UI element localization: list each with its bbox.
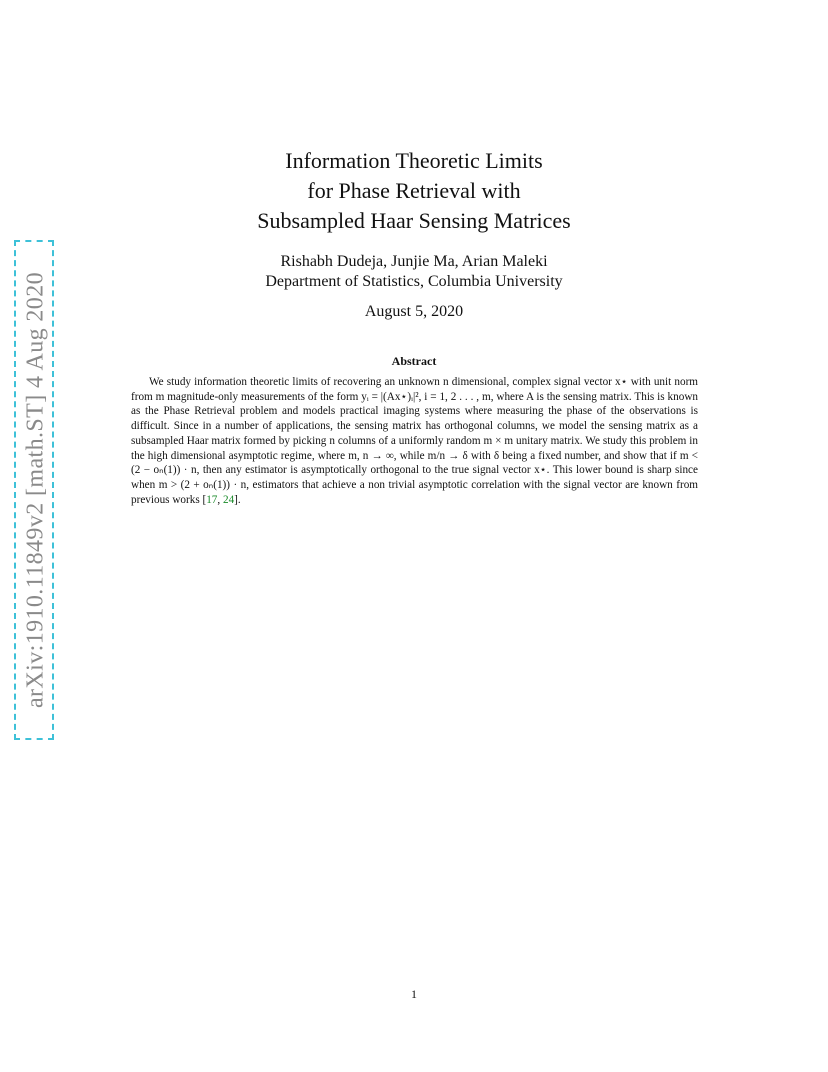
- abstract-heading: Abstract: [391, 354, 437, 368]
- author-affiliation: Department of Statistics, Columbia University: [265, 273, 563, 290]
- citation-link-17[interactable]: 17: [206, 493, 218, 506]
- author-names: Rishabh Dudeja, Junjie Ma, Arian Maleki: [280, 253, 548, 270]
- page-number: 1: [411, 987, 417, 1001]
- abstract-text: [131, 375, 698, 507]
- abstract-end: ].: [234, 493, 241, 506]
- paper-title: [180, 146, 648, 236]
- citation-link-24[interactable]: 24: [222, 493, 235, 506]
- paper-date: August 5, 2020: [364, 303, 464, 320]
- title-line-2: for Phase Retrieval with: [307, 178, 521, 203]
- title-line-1: Information Theoretic Limits: [285, 148, 543, 173]
- title-line-3: Subsampled Haar Sensing Matrices: [257, 208, 571, 233]
- abstract-body-text: We study information theoretic limits of recovering an unknown n dimensional, complex signal vector x⋆ with unit norm from m magnitude-only measurements of the form yᵢ = |(Ax⋆)ᵢ|², i = 1, 2 . . . , m, where A is the sensing matrix. This is known as the Phase Retrieval problem and models practical imaging systems where measuring the phase of the observations is difficult. Since in a number of applications, the sensing matrix has orthogonal columns, we model the sensing matrix as a subsampled Haar matrix formed by picking n columns of a uniformly random m × m unitary matrix. We study this problem in the high dimensional asymptotic regime, where m, n → ∞, while m/n → δ with δ being a fixed number, and show that if m < (2 − oₙ(1)) · n, then any estimator is asymptotically orthogonal to the true signal vector x⋆. This lower bound is sharp since when m > (2 + oₙ(1)) · n, estimators that achieve a non trivial asymptotic correlation with the signal vector are known from previous works [: [131, 376, 698, 506]
- citation-separator: ,: [217, 493, 223, 506]
- author-block: [180, 252, 648, 292]
- arxiv-identifier[interactable]: arXiv:1910.11849v2 [math.ST] 4 Aug 2020: [22, 271, 49, 709]
